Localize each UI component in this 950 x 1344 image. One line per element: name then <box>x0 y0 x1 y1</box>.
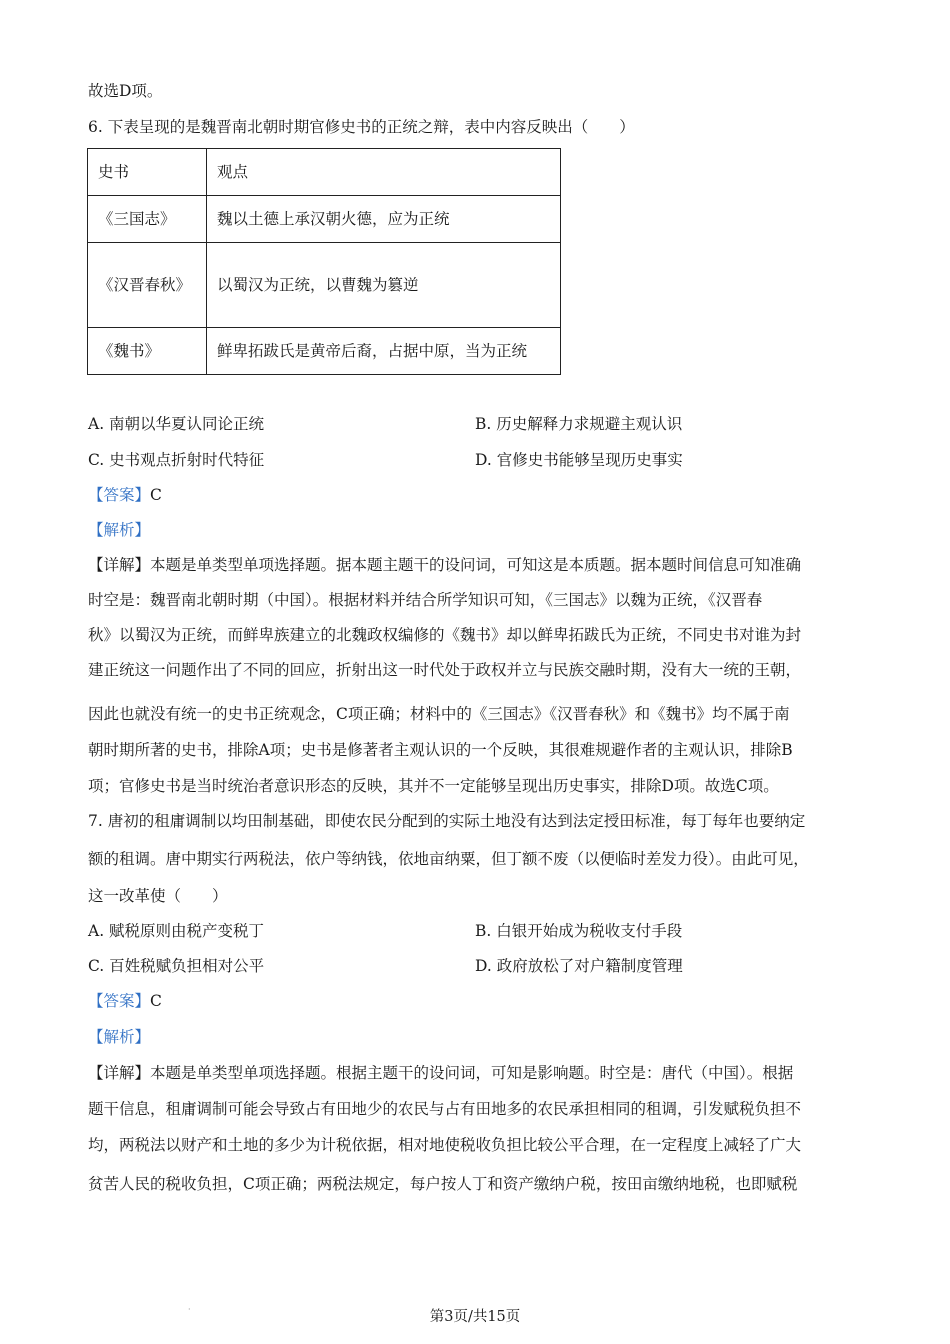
q6-detail-line: 【详解】本题是单类型单项选择题。据本题主题干的设问词，可知这是本质题。据本题时间信息可知准确 <box>88 556 802 574</box>
answer-label: 【答案】 <box>88 992 151 1010</box>
q7-option-d: D. 政府放松了对户籍制度管理 <box>475 957 683 975</box>
q6-option-d: D. 官修史书能够呈现历史事实 <box>475 451 683 469</box>
q7-option-b: B. 白银开始成为税收支付手段 <box>475 922 683 940</box>
q6-detail-line: 建正统这一问题作出了不同的回应，折射出这一时代处于政权并立与民族交融时期，没有大一统的王朝， <box>88 661 802 679</box>
q7-answer-line <box>88 990 162 1012</box>
page-mark: · <box>188 1305 191 1314</box>
q7-detail-line: 【详解】本题是单类型单项选择题。根据主题干的设问词，可知是影响题。时空是：唐代（中国）。根据 <box>88 1064 794 1082</box>
q6-option-c: C. 史书观点折射时代特征 <box>88 451 265 469</box>
row-book: 《汉晋春秋》 <box>88 243 207 328</box>
q6-stem: 6. 下表呈现的是魏晋南北朝时期官修史书的正统之辩，表中内容反映出（ ） <box>88 118 635 136</box>
q6-table <box>87 148 561 375</box>
table-row <box>88 196 561 243</box>
q6-detail-line: 时空是：魏晋南北朝时期（中国）。根据材料并结合所学知识可知，《三国志》以魏为正统，《汉晋春 <box>88 591 763 609</box>
header-view: 观点 <box>207 149 561 196</box>
answer-value: C <box>150 992 162 1010</box>
q6-analysis-label: 【解析】 <box>88 521 151 539</box>
detail-label: 【详解】 <box>88 1064 151 1082</box>
row-view: 魏以土德上承汉朝火德，应为正统 <box>207 196 561 243</box>
q6-detail-line: 朝时期所著的史书，排除A项；史书是修著者主观认识的一个反映，其很难规避作者的主观认识，排除B <box>88 741 793 759</box>
table-row <box>88 243 561 328</box>
q7-stem-line: 这一改革使（ ） <box>88 887 228 905</box>
detail-label: 【详解】 <box>88 556 151 574</box>
answer-value: C <box>150 486 162 504</box>
q7-option-c: C. 百姓税赋负担相对公平 <box>88 957 265 975</box>
q7-stem-line: 额的租调。唐中期实行两税法，依户等纳钱，依地亩纳粟，但丁额不废（以便临时差发力役）。由此可见， <box>88 850 809 868</box>
previous-conclusion: 故选D项。 <box>88 82 163 100</box>
q7-detail-line: 均，两税法以财产和土地的多少为计税依据，相对地使税收负担比较公平合理，在一定程度上减轻了广大 <box>88 1136 802 1154</box>
q7-analysis-label: 【解析】 <box>88 1028 151 1046</box>
q6-option-a: A. 南朝以华夏认同论正统 <box>88 415 265 433</box>
q6-option-b: B. 历史解释力求规避主观认识 <box>475 415 683 433</box>
row-book: 《魏书》 <box>88 328 207 375</box>
q6-detail-line: 项；官修史书是当时统治者意识形态的反映，其并不一定能够呈现出历史事实，排除D项。故选C项。 <box>88 777 779 795</box>
answer-label: 【答案】 <box>88 486 151 504</box>
q7-option-a: A. 赋税原则由税产变税丁 <box>88 922 265 940</box>
q7-stem-line: 7. 唐初的租庸调制以均田制基础，即使农民分配到的实际土地没有达到法定授田标准，每丁每年也要纳定 <box>88 812 806 830</box>
q7-detail-line: 题干信息，租庸调制可能会导致占有田地少的农民与占有田地多的农民承担相同的租调，引发赋税负担不 <box>88 1100 802 1118</box>
row-view: 鲜卑拓跋氏是黄帝后裔，占据中原，当为正统 <box>207 328 561 375</box>
q6-detail-line: 因此也就没有统一的史书正统观念，C项正确；材料中的《三国志》《汉晋春秋》和《魏书》均不属于南 <box>88 705 790 723</box>
row-book: 《三国志》 <box>88 196 207 243</box>
header-book: 史书 <box>88 149 207 196</box>
row-view: 以蜀汉为正统，以曹魏为篡逆 <box>207 243 561 328</box>
q6-answer-line <box>88 484 162 506</box>
q6-detail-line: 秋》以蜀汉为正统，而鲜卑族建立的北魏政权编修的《魏书》却以鲜卑拓跋氏为正统，不同史书对谁为封 <box>88 626 802 644</box>
table-header-row <box>88 149 561 196</box>
table-row <box>88 328 561 375</box>
q7-detail-line: 贫苦人民的税收负担，C项正确；两税法规定，每户按人丁和资产缴纳户税，按田亩缴纳地税，也即赋税 <box>88 1175 798 1193</box>
page-footer: 第3页/共15页 <box>429 1309 521 1325</box>
